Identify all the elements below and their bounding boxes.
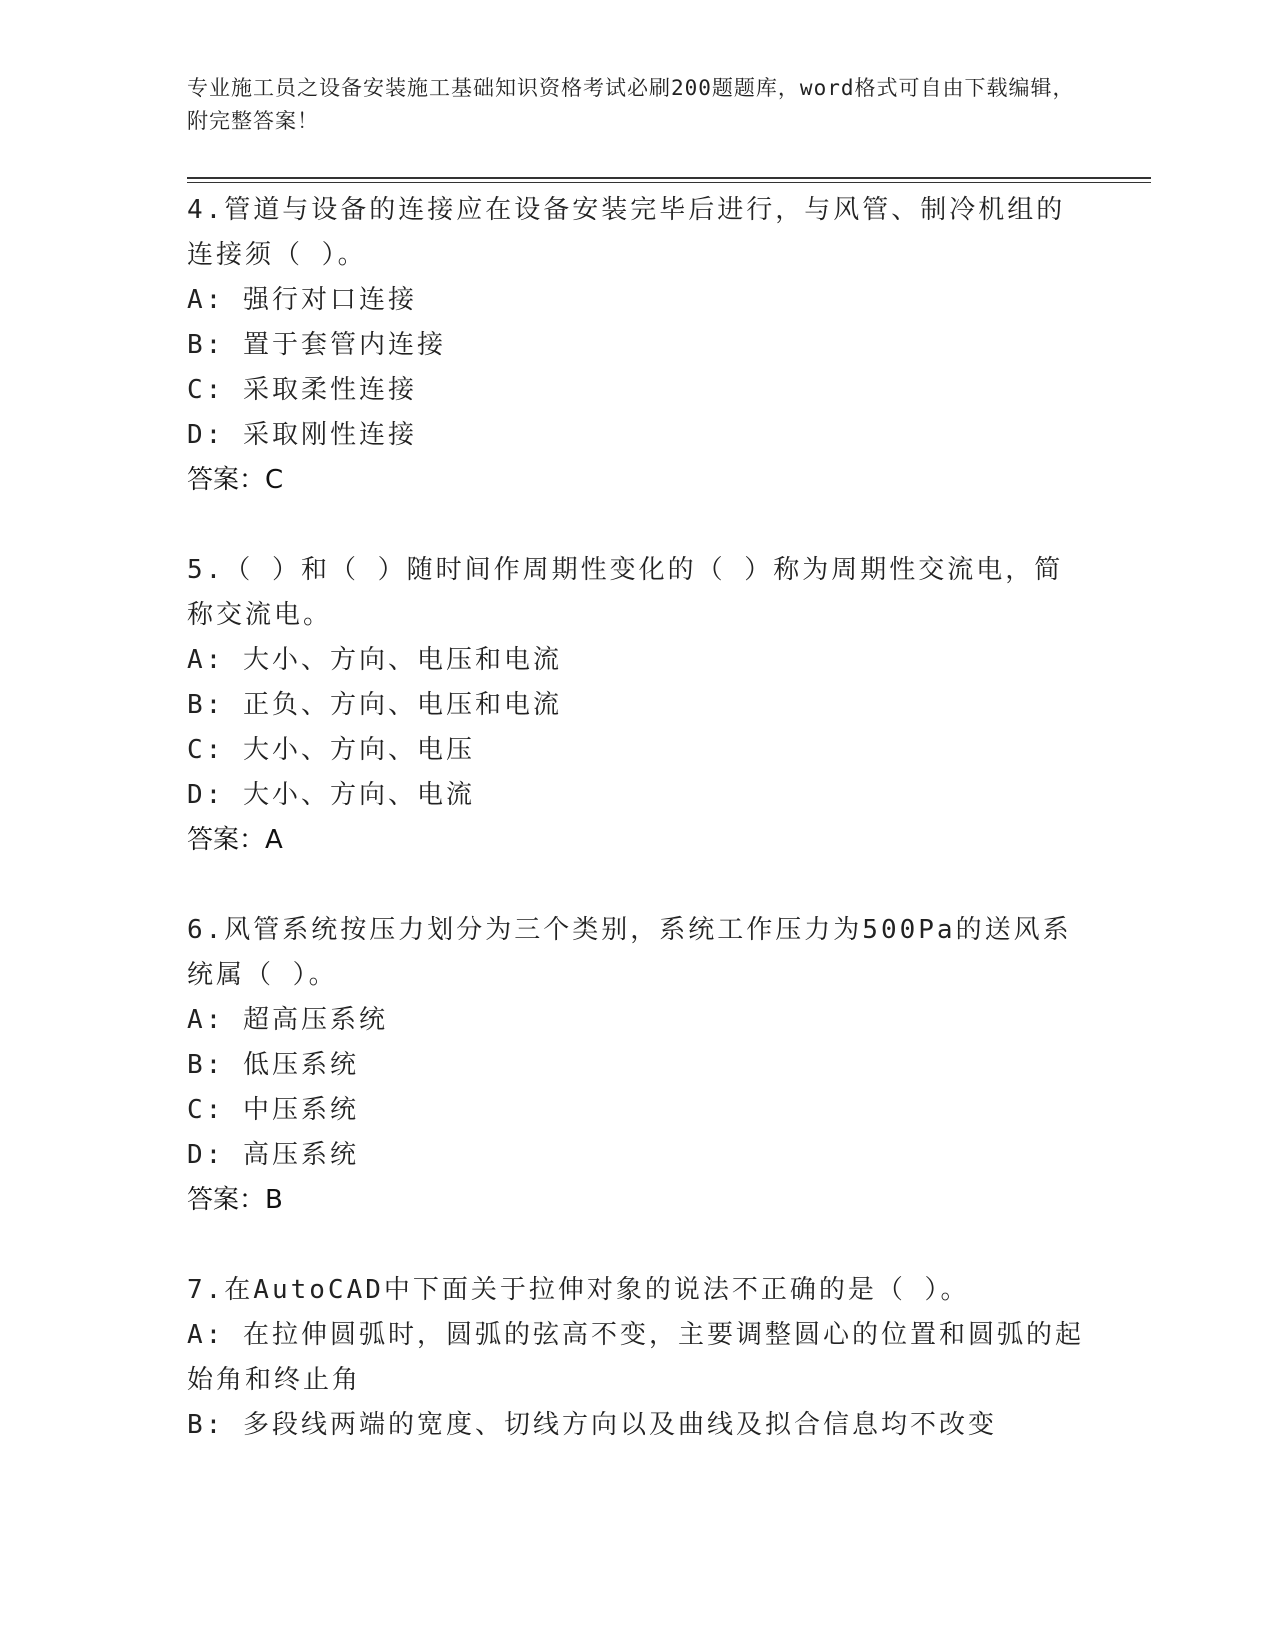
question-option: C: 中压系统: [187, 1095, 359, 1125]
question-option: A: 大小、方向、电压和电流: [187, 645, 562, 675]
question-option: D: 高压系统: [187, 1140, 359, 1170]
question-option: D: 采取刚性连接: [187, 420, 417, 450]
question-block: [187, 1268, 1087, 1448]
question-option: C: 大小、方向、电压: [187, 735, 475, 765]
question-stem: 5.（ ）和（ ）随时间作周期性变化的（ ）称为周期性交流电，简称交流电。: [187, 555, 1064, 630]
spacer: [187, 1223, 1087, 1268]
header-divider-thin: [187, 182, 1151, 183]
question-option: C: 采取柔性连接: [187, 375, 417, 405]
question-block: [187, 188, 1087, 503]
spacer: [187, 503, 1087, 548]
question-answer: 答案：B: [187, 1185, 283, 1215]
spacer: [187, 863, 1087, 908]
question-option: B: 正负、方向、电压和电流: [187, 690, 562, 720]
question-stem: 6.风管系统按压力划分为三个类别，系统工作压力为500Pa的送风系统属（ ）。: [187, 915, 1072, 990]
document-header: [187, 72, 1077, 138]
question-answer: 答案：A: [187, 825, 283, 855]
question-option: B: 置于套管内连接: [187, 330, 446, 360]
header-title: 专业施工员之设备安装施工基础知识资格考试必刷200题题库，word格式可自由下载编辑，附完整答案！: [187, 76, 1075, 133]
question-option: A: 强行对口连接: [187, 285, 417, 315]
question-option: D: 大小、方向、电流: [187, 780, 475, 810]
question-block: [187, 908, 1087, 1223]
question-option: B: 低压系统: [187, 1050, 359, 1080]
question-option: A: 超高压系统: [187, 1005, 388, 1035]
question-option: A: 在拉伸圆弧时，圆弧的弦高不变，主要调整圆心的位置和圆弧的起始角和终止角: [187, 1320, 1084, 1395]
question-block: [187, 548, 1087, 863]
question-answer: 答案：C: [187, 465, 284, 495]
question-option: B: 多段线两端的宽度、切线方向以及曲线及拟合信息均不改变: [187, 1410, 997, 1440]
header-divider-thick: [187, 177, 1151, 179]
question-stem: 4.管道与设备的连接应在设备安装完毕后进行，与风管、制冷机组的连接须（ ）。: [187, 195, 1066, 270]
question-list: [187, 188, 1087, 1448]
question-stem: 7.在AutoCAD中下面关于拉伸对象的说法不正确的是（ ）。: [187, 1275, 970, 1305]
